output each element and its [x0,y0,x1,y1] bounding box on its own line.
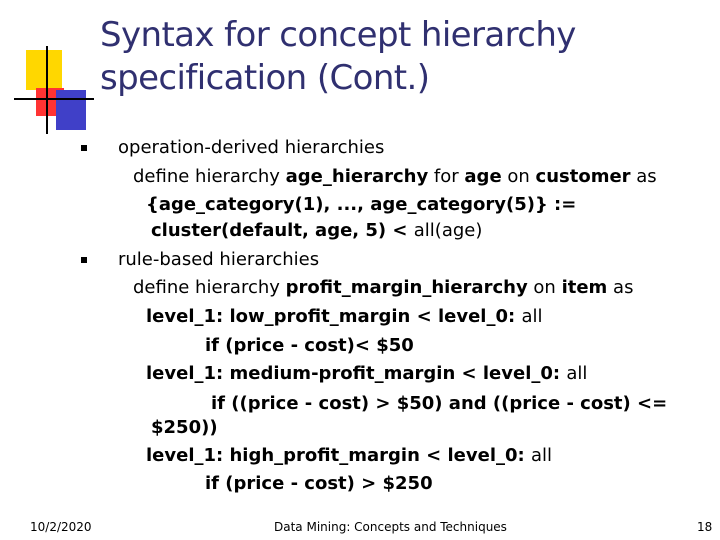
define-age-hierarchy-line: define hierarchy age_hierarchy for age on customer as [133,166,657,187]
vertical-line-decoration [46,46,48,134]
high-profit-rule-line: level_1: high_profit_margin < level_0: all [146,445,553,466]
low-profit-condition-line: if (price - cost)< $50 [205,335,414,356]
blue-square-decoration [56,90,86,130]
title-line-1: Syntax for concept hierarchy [100,15,576,55]
bullet-operation-derived: operation-derived hierarchies [118,137,385,158]
bullet-marker-1 [81,145,87,151]
medium-profit-condition-line: if ((price - cost) > $50) and ((price - cost) <= [211,393,668,414]
high-profit-condition-line: if (price - cost) > $250 [205,473,433,494]
medium-profit-rule-line: level_1: medium-profit_margin < level_0: all [146,363,588,384]
bullet-marker-2 [81,257,87,263]
slide-title [100,14,700,100]
footer-title: Data Mining: Concepts and Techniques [274,520,507,534]
title-line-2: specification (Cont.) [100,58,430,98]
define-profit-hierarchy-line: define hierarchy profit_margin_hierarchy on item as [133,277,634,298]
yellow-square-decoration [26,50,62,90]
page-number: 18 [697,520,713,534]
horizontal-line-decoration [14,98,94,100]
medium-profit-condition-continuation: $250)) [151,417,218,438]
low-profit-rule-line: level_1: low_profit_margin < level_0: all [146,306,543,327]
footer-date: 10/2/2020 [30,520,92,534]
cluster-line: cluster(default, age, 5) < all(age) [151,220,483,241]
age-category-line: {age_category(1), ..., age_category(5)} := [146,194,577,215]
bullet-rule-based: rule-based hierarchies [118,249,320,270]
